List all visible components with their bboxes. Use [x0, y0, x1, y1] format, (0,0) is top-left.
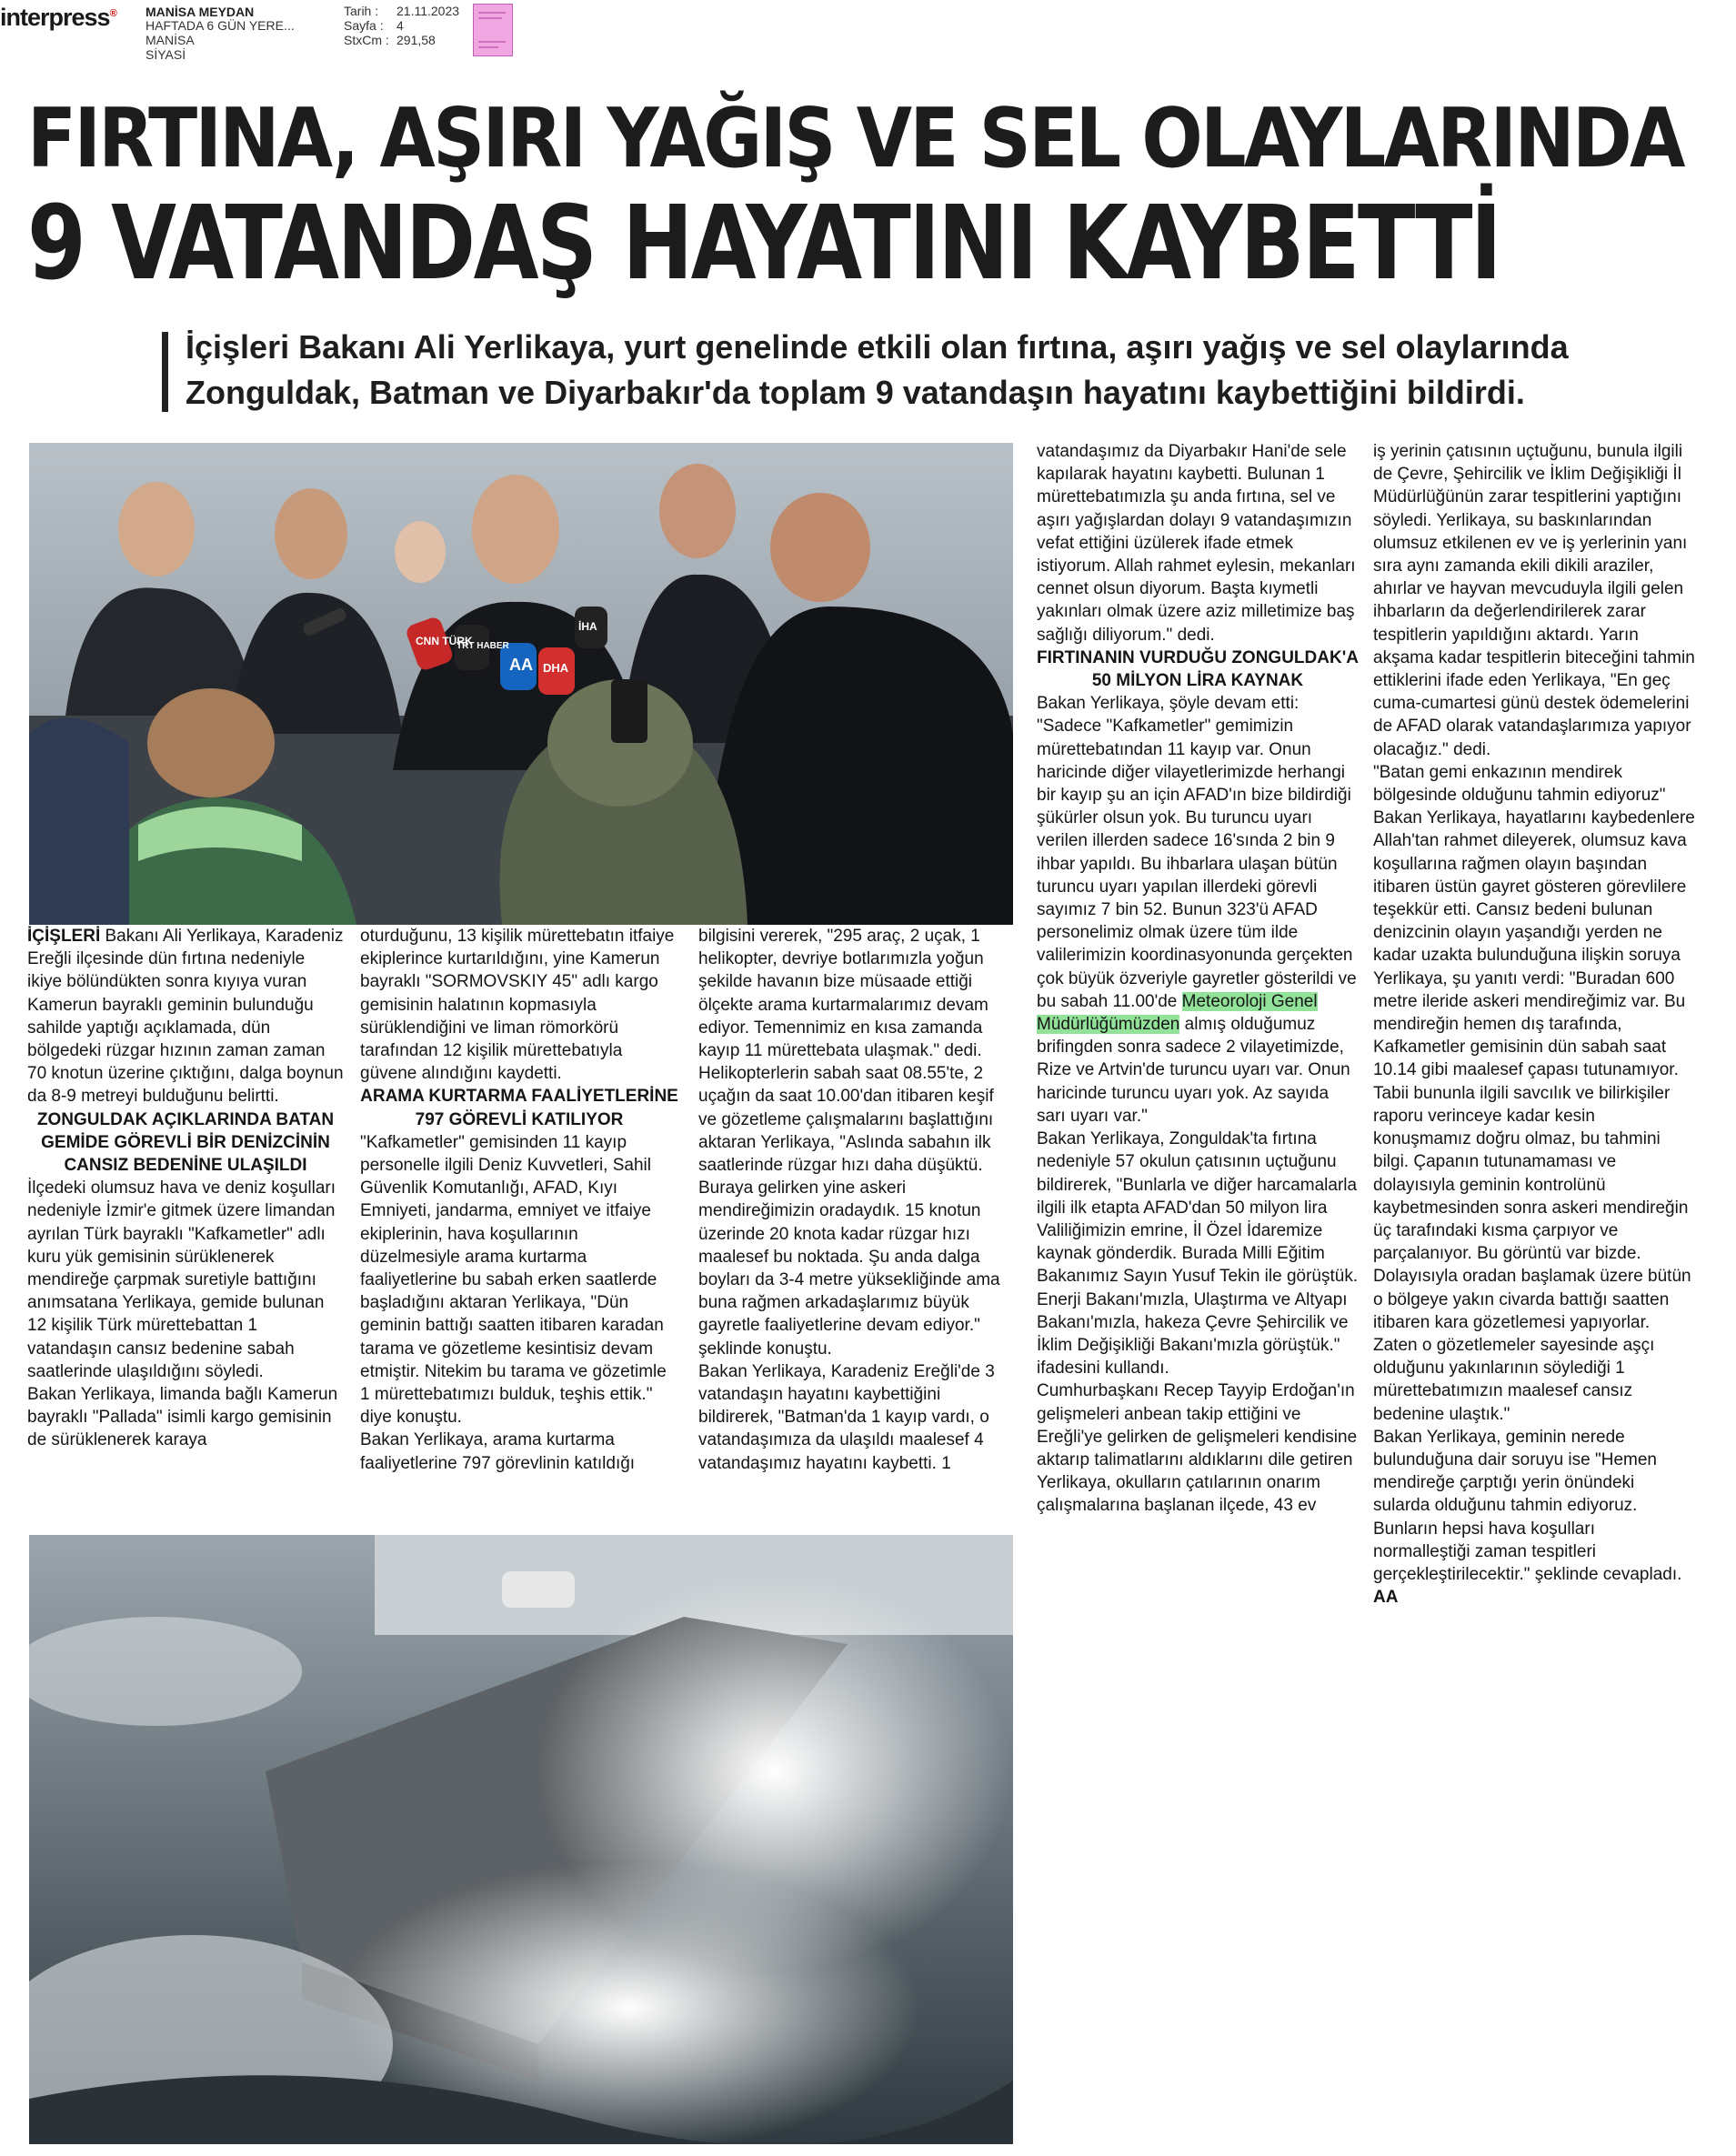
col1-paragraph-3: Bakan Yerlikaya, limanda bağlı Kamerun bayraklı "Pallada" isimli kargo gemisinin de sürüklenerek karaya	[27, 1385, 338, 1450]
publication-category: SİYASİ	[146, 47, 186, 62]
col1-paragraph-2: İlçedeki olumsuz hava ve deniz koşulları nedeniyle İzmir'e gitmek üzere limandan ayrılan Türk bayraklı "Kafkametler" adlı kuru yük gemisinin sürüklenerek mendireğe çarpmak suretiyle battığını anımsatana Yerlikaya, gemide bulunan 12 kişilik Türk mürettebattan 1 vatandaşın cansız bedenine sabah saatlerinde ulaşıldığını söyledi.	[27, 1178, 336, 1381]
col2-paragraph-1: oturduğunu, 13 kişilik mürettebatın itfaiye ekiplerince kurtarıldığını, yine Kamerun bayraklı "SORMOVSKIY 45" adlı kargo gemisinin halatının kopmasıyla sürüklendiğini ve liman römorkörü tarafından 12 kişilik mürettebatıyla güvene alındığını kaydetti.	[360, 927, 675, 1084]
lead-accent-bar	[162, 332, 168, 412]
headline-line-2: 9 VATANDAŞ HAYATINI KAYBETTİ	[27, 185, 1500, 303]
article-column-5	[1373, 440, 1695, 1609]
press-conference-illustration	[29, 443, 1013, 925]
storm-waves-illustration	[29, 1535, 1013, 2144]
col4-subheading: FIRTINANIN VURDUĞU ZONGULDAK'A 50 MİLYON LİRA KAYNAK	[1037, 647, 1359, 691]
col5-paragraph-1: iş yerinin çatısının uçtuğunu, bunula ilgili de Çevre, Şehircilik ve İklim Değişikliği İl Müdürlüğünün zarar tespitlerini yaptığını söyledi. Yerlikaya, su baskınlarından olumsuz etkilenen ev ve iş yerlerinin yanı sıra aynı zamanda ekili dikili araziler, ahırlar ve hayvan mevcuduyla ilgili gelen ihbarların da değerlendirilerek zarar tespitlerin yapıldığını aktardı. Yarın akşama kadar tespitlerin biteceğini tahmin ettiklerini ifade eden Yerlikaya, "En geç cuma-cumartesi günü destek ödemelerini de AFAD olarak vatandaşlarımıza yapıyor olacağız." dedi.	[1373, 442, 1695, 759]
stxcm-label: StxCm :	[344, 33, 389, 47]
publication-frequency: HAFTADA 6 GÜN YERE...	[146, 18, 295, 33]
page-thumbnail[interactable]	[473, 4, 513, 56]
headline-line-1: FIRTINA, AŞIRI YAĞIŞ VE SEL OLAYLARINDA	[27, 91, 1683, 186]
article-column-3	[698, 925, 1017, 1475]
interpress-logo: interpress®	[0, 4, 116, 31]
clipping-info	[344, 4, 459, 47]
col3-paragraph-3: Bakan Yerlikaya, Karadeniz Ereğli'de 3 vatandaşın hayatını kaybettiğini bildirerek, "Batman'da 1 kayıp vardı, o vatandaşımıza da ulaşıldı maalesef 4 vatandaşımız hayatını kaybetti. 1	[698, 1361, 995, 1473]
col1-subheading: ZONGULDAK AÇIKLARINDA BATAN GEMİDE GÖREVLİ BİR DENİZCİNİN CANSIZ BEDENİNE ULAŞILDI	[36, 1109, 335, 1176]
highlighted-text: Meteoroloji Genel Müdürlüğümüzden	[1037, 991, 1318, 1035]
col4-paragraph-2-start: Bakan Yerlikaya, şöyle devam etti: "Sadece "Kafkametler" gemimizin mürettebatından 11 kayıp var. Onun haricinde diğer vilayetlerimizde herhangi bir kayıp şu an için AFAD'ın bize bildirdiği şükürler olsun yok. Bu turuncu uyarı verilen illerden sadece 16'sında 2 bin 9 ihbar yapıldı. Bu ihbarlara ulaşan bütün turuncu uyarı yapılan illerdeki görevli sayımız 7 bin 52. Bunun 323'ü AFAD personelimiz olmak üzere tüm ilde valilerimizin koordinasyonunda gerçekten çok büyük özveriyle gayretler gösterildi ve bu sabah 11.00'de	[1037, 694, 1357, 1011]
article-lead: İçişleri Bakanı Ali Yerlikaya, yurt genelinde etkili olan fırtına, aşırı yağış ve sel olaylarında Zonguldak, Batman ve Diyarbakır'da toplam 9 vatandaşın hayatını kaybettiğini bildirdi.	[186, 328, 1569, 411]
col1-lead-word: İÇİŞLERİ	[27, 927, 101, 946]
publication-details	[146, 18, 295, 62]
col5-paragraph-3	[1373, 1426, 1695, 1609]
press-conference-photo	[29, 443, 1013, 925]
col2-paragraph-3: Bakan Yerlikaya, arama kurtarma faaliyetlerine 797 görevlinin katıldığı	[360, 1430, 636, 1473]
storm-waves-photo	[29, 1535, 1013, 2144]
col4-paragraph-3: Bakan Yerlikaya, Zonguldak'ta fırtına nedeniyle 57 okulun çatısının uçtuğunu bildirerek, "Bunlarla ve diğer harcamalarla ilgili ilk etapta AFAD'dan 50 milyon lira Valiliğimizin emrine, İl Özel İdaremize kaynak gönderdik. Burada Milli Eğitim Bakanımız Sayın Yusuf Tekin ile görüştük. Enerji Bakanı'mızla, Ulaştırma ve Altyapı Bakanı'mızla, hakeza Çevre Şehircilik ve İklim Değişikliği Bakanı'mızla görüştük." ifadesini kullandı.	[1037, 1129, 1359, 1379]
mic-label-trt: TRT HABER	[457, 641, 509, 651]
stxcm-value: 291,58	[396, 33, 436, 47]
col2-paragraph-2: "Kafkametler" gemisinden 11 kayıp personelle ilgili Deniz Kuvvetleri, Sahil Güvenlik Komutanlığı, AFAD, Kıyı Emniyeti, jandarma, emniyet ve itfaiye ekiplerinin, hava koşullarının düzelmesiyle arama kurtarma faaliyetlerine bu sabah erken saatlerde başladığını aktaran Yerlikaya, "Dün geminin battığı saatten itibaren karadan tarama ve gözetleme kesintisiz devam etmiştir. Nitekim bu tarama ve gözetimle 1 mürettebatımızı bulduk, teşhis ettik." diye konuştu.	[360, 1132, 667, 1428]
col3-paragraph-1: bilgisini vererek, "295 araç, 2 uçak, 1 helikopter, devriye botlarımızla yoğun şekilde havanın bize müsaade ettiği ölçekte arama kurtarmalarımız devam ediyor. Temennimiz en kısa zamanda kayıp 11 mürettebata ulaşmak." dedi.	[698, 927, 988, 1061]
article-column-4	[1037, 440, 1359, 1518]
col1-paragraph-1	[27, 925, 344, 1108]
col2-subheading: ARAMA KURTARMA FAALİYETLERİNE 797 GÖREVLİ KATILIYOR	[360, 1087, 678, 1129]
date-value: 21.11.2023	[396, 4, 460, 18]
col4-paragraph-1: vatandaşımız da Diyarbakır Hani'de sele kapılarak hayatını kaybetti. Bulunan 1 mürettebatımızla şu anda fırtına, sel ve aşırı yağışlardan dolayı 9 vatandaşımızın vefat ettiğini üzülerek ifade etmek istiyorum. Allah rahmet eylesin, mekanları cennet olsun diyorum. Başta kıymetli yakınları olmak üzere aziz milletimize baş sağlığı diliyorum." dedi.	[1037, 442, 1356, 645]
publication-name: MANİSA MEYDAN	[146, 5, 255, 19]
col4-paragraph-2-end: almış olduğumuz brifingden sonra sadece 2 vilayetimizde, Rize ve Artvin'de turuncu uyarı var. Onun haricinde turuncu uyarı yok. Az sayıda sarı uyarı var."	[1037, 1015, 1350, 1126]
agency-signature: AA	[1373, 1588, 1399, 1608]
article-column-2	[360, 925, 678, 1475]
col4-paragraph-2	[1037, 692, 1359, 1128]
mic-label-cnn: CNN TÜRK	[416, 635, 473, 647]
mic-label-iha: İHA	[578, 620, 597, 633]
col1-paragraph-1-text: Bakanı Ali Yerlikaya, Karadeniz Ereğli ilçesinde dün fırtına nedeniyle ikiye bölündükten sonra kıyıya vuran Kamerun bayraklı geminin bulunduğu sahilde yaptığı açıklamada, dün bölgedeki rüzgar hızının zaman zaman 70 knotun üzerine çıktığını, dalga boynun da 8-9 metreyi bulduğunu belirtti.	[27, 927, 344, 1107]
date-label: Tarih :	[344, 4, 379, 18]
col5-paragraph-3-text: Bakan Yerlikaya, geminin nerede bulunduğuna dair soruyu ise "Hemen mendireğe çarptığı yerin önündeki sularda olduğunu tahmin ediyoruz. Bunların hepsi hava koşulları normalleştiği zaman tespitleri gerçekleştirilecektir." şeklinde cevapladı.	[1373, 1427, 1682, 1584]
mic-label-dha: DHA	[543, 661, 569, 675]
col4-paragraph-4: Cumhurbaşkanı Recep Tayyip Erdoğan'ın gelişmeleri anbean takip ettiğini ve Ereğli'ye gelirken de gelişmeleri kendisine aktarıp talimatlarını aldıklarını dile getiren Yerlikaya, okulların çatılarının onarım çalışmalarına başlanan ilçede, 43 ev	[1037, 1381, 1358, 1516]
mic-label-aa: AA	[509, 656, 533, 674]
page-value: 4	[396, 18, 404, 33]
col5-paragraph-2: "Batan gemi enkazının mendirek bölgesinde olduğunu tahmin ediyoruz" Bakan Yerlikaya, hayatlarını kaybedenlere Allah'tan rahmet dileyerek, olumsuz kava koşullarına rağmen olayın başından itibaren üstün gayret gösteren görevlilere teşekkür etti. Cansız bedeni bulunan denizcinin olayın yaşandığı yerden ne kadar uzakta bulunduğuna ilişkin soruya Yerlikaya, şu yanıtı verdi: "Buradan 600 metre ileride askeri mendireğimiz var. Bu mendireğin hemen dış tarafında, Kafkametler gemisinin dün sabah saat 10.14 gibi maalesef çapası tutunamıyor. Tabii bununla ilgili savcılık ve bilirkişiler raporu verinceye kadar kesin konuşmamız doğru olmaz, bu tahmini bilgi. Çapanın tutunamaması ve dolayısıyla geminin kontrolünü kaybetmesinden sonra askeri mendireğin üç tarafındaki kısma çarpıyor ve parçalanıyor. Bu görüntü var bizde. Dolayısıyla oradan başlamak üzere bütün o bölgeye yakın civarda battığı saatten itibaren kara gözetlemesi yapıyorlar. Zaten o gözetlemeler sayesinde aşçı olduğunu yakınlarının söylediği 1 mürettebatımızın maalesef cansız bedenine ulaştık."	[1373, 762, 1695, 1424]
article-column-1	[27, 925, 344, 1452]
publication-city: MANİSA	[146, 33, 195, 47]
page-label: Sayfa :	[344, 18, 384, 33]
col3-paragraph-2: Helikopterlerin sabah saat 08.55'te, 2 uçağın da saat 10.00'dan itibaren keşif ve gözetleme çalışmalarını başlattığını aktaran Yerlikaya, "Aslında sabahın ilk saatlerinde rüzgar hızı daha düşüktü. Buraya gelirken yine askeri mendireğimizin oradaydık. 15 knotun üzerinde 20 knota kadar rüzgar hızı maalesef bu noktada. Şu anda dalga boyları da 3-4 metre yüksekliğinde ama buna rağmen arkadaşlarımız büyük gayretle faaliyetlerine devam ediyor." şeklinde konuştu.	[698, 1064, 1000, 1359]
